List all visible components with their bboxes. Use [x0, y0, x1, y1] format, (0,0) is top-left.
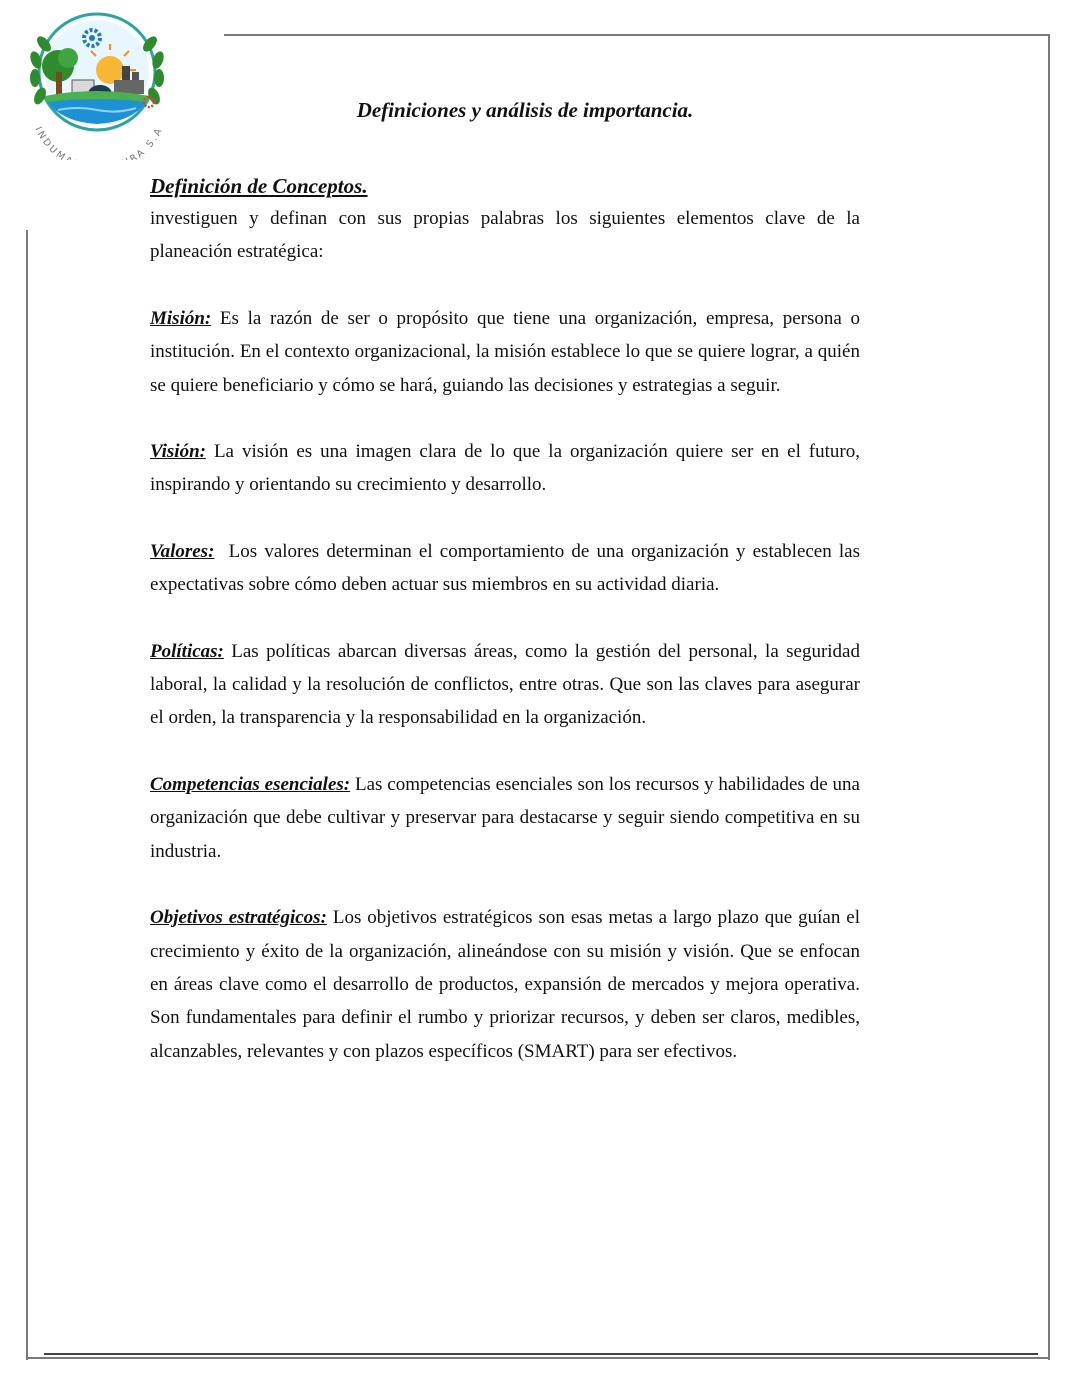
section-heading: Definición de Conceptos.	[150, 174, 368, 198]
page-border-left	[26, 230, 28, 1360]
term-politicas: Políticas:	[150, 640, 224, 662]
term-competencias: Competencias esenciales:	[150, 773, 351, 795]
definition-politicas	[150, 635, 860, 735]
definition-mision	[150, 302, 860, 402]
text-competencias: Las competencias esenciales son los recursos y habilidades de una organización que debe cultivar y preservar para destacarse y seguir siendo competitiva en su industria.	[150, 773, 860, 862]
page-border-bottom-inner	[44, 1353, 1038, 1355]
page-border-top	[224, 34, 1050, 36]
term-vision: Visión:	[150, 441, 206, 463]
text-mision: Es la razón de ser o propósito que tiene una organización, empresa, persona o institución. En el contexto organizacional, la misión establece lo que se quiere lograr, a quién se quiere beneficiario y cómo se hará, guiando las decisiones y estrategias a seguir.	[150, 307, 860, 396]
definition-vision	[150, 435, 860, 502]
page-border-right	[1048, 34, 1050, 1360]
definition-valores	[150, 535, 865, 602]
document-title: Definiciones y análisis de importancia.	[356, 98, 694, 122]
text-politicas: Las políticas abarcan diversas áreas, como la gestión del personal, la seguridad laboral, la calidad y la resolución de conflictos, entre otras. Que son las claves para asegurar el orden, la transparencia y la responsabilidad en la organización.	[150, 640, 860, 729]
text-objetivos: Los objetivos estratégicos son esas metas a largo plazo que guían el crecimiento y éxito de la organización, alineándose con su misión y visión. Que se enfocan en áreas clave como el desarrollo de productos, expansión de mercados y mejora operativa. Son fundamentales para definir el rumbo y priorizar recursos, y deben ser claros, medibles, alcanzables, relevantes y con plazos específicos (SMART) para ser efectivos.	[150, 907, 860, 1062]
definition-competencias	[150, 768, 860, 868]
definition-objetivos	[150, 901, 860, 1068]
term-mision: Misión:	[150, 307, 212, 329]
text-vision: La visión es una imagen clara de lo que la organización quiere ser en el futuro, inspirando y orientando su crecimiento y desarrollo.	[150, 441, 860, 496]
document-body	[150, 172, 865, 1101]
page-border-bottom	[26, 1357, 1050, 1359]
intro-paragraph: investiguen y definan con sus propias palabras los siguientes elementos clave de la planeación estratégica:	[150, 208, 860, 263]
logo-text: INDUM RA S.A	[32, 124, 166, 160]
company-logo	[22, 10, 172, 160]
term-objetivos: Objetivos estratégicos:	[150, 907, 327, 929]
text-valores: Los valores determinan el comportamiento de una organización y establecen las expectativas sobre cómo deben actuar sus miembros en su actividad diaria.	[150, 540, 865, 596]
term-valores: Valores:	[150, 540, 215, 562]
